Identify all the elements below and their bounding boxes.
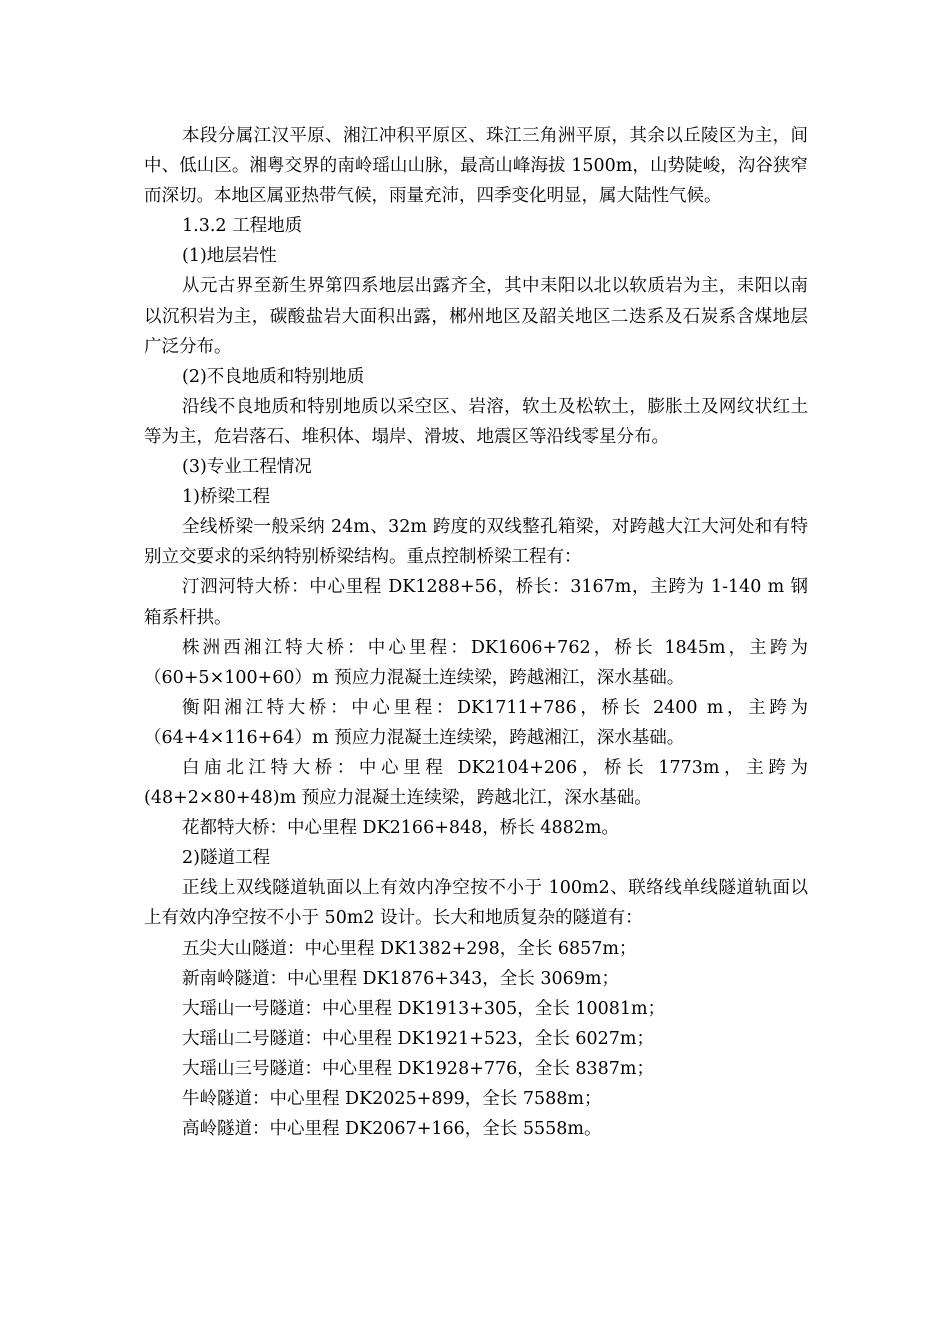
subheading-tunnel-works: 2)隧道工程 [182, 848, 270, 869]
paragraph-tunnel-general: 正线上双线隧道轨面以上有效内净空按不小于 100m2、联络线单线隧道轨面以上有效内净空按不小于 50m2 设计。长大和地质复杂的隧道有： [144, 878, 808, 929]
list-item-tunnel: 五尖大山隧道：中心里程 DK1382+298，全长 6857m； [182, 938, 637, 959]
list-item-tunnel: 牛岭隧道：中心里程 DK2025+899，全长 7588m； [182, 1089, 602, 1109]
list-item-bridge: 衡阳湘江特大桥：中心里程：DK1711+786，桥长 2400 m，主跨为（64+4×116+64）m 预应力混凝土连续梁，跨越湘江，深水基础。 [144, 697, 808, 748]
paragraph-terrain: 本段分属江汉平原、湘江冲积平原区、珠江三角洲平原，其余以丘陵区为主，间中、低山区。湘粤交界的南岭瑶山山脉，最高山峰海拔 1500m，山势陡峻，沟谷狭窄而深切。本地区属亚热带气候，雨量充沛，四季变化明显，属大陆性气候。 [144, 126, 808, 207]
list-item-tunnel: 高岭隧道：中心里程 DK2067+166，全长 5558m。 [182, 1119, 602, 1140]
list-item-bridge: 白庙北江特大桥：中心里程 DK2104+206，桥长 1773m，主跨为(48+2×80+48)m 预应力混凝土连续梁，跨越北江，深水基础。 [144, 757, 808, 809]
list-item-tunnel: 大瑶山一号隧道：中心里程 DK1913+305，全长 10081m； [182, 998, 666, 1019]
list-item-tunnel: 大瑶山三号隧道：中心里程 DK1928+776，全长 8387m； [182, 1058, 654, 1079]
paragraph-adverse-geology: 沿线不良地质和特别地质以采空区、岩溶，软土及松软土，膨胀土及网纹状红土等为主，危岩落石、堆积体、塌岸、滑坡、地震区等沿线零星分布。 [144, 396, 808, 447]
paragraph-bridge-general: 全线桥梁一般采纳 24m、32m 跨度的双线整孔箱梁，对跨越大江大河处和有特别立交要求的采纳特别桥梁结构。重点控制桥梁工程有： [144, 517, 808, 568]
subheading-bridge-works: 1)桥梁工程 [182, 487, 270, 508]
list-item-tunnel: 大瑶山二号隧道：中心里程 DK1921+523，全长 6027m； [182, 1028, 654, 1049]
list-item-bridge: 花都特大桥：中心里程 DK2166+848，桥长 4882m。 [182, 818, 619, 839]
subheading-engineering-conditions: (3)专业工程情况 [182, 457, 312, 478]
subheading-adverse-geology: (2)不良地质和特别地质 [182, 366, 365, 387]
subheading-stratum-lithology: (1)地层岩性 [182, 246, 277, 267]
document-body [144, 121, 808, 1144]
list-item-tunnel: 新南岭隧道：中心里程 DK1876+343，全长 3069m； [182, 968, 619, 989]
heading-engineering-geology: 1.3.2 工程地质 [182, 216, 303, 237]
list-item-bridge: 汀泗河特大桥：中心里程 DK1288+56，桥长：3167m，主跨为 1-140 m 钢箱系杆拱。 [144, 577, 808, 628]
list-item-bridge: 株洲西湘江特大桥：中心里程：DK1606+762，桥长 1845m，主跨为（60+5×100+60）m 预应力混凝土连续梁，跨越湘江，深水基础。 [144, 637, 808, 688]
paragraph-stratum: 从元古界至新生界第四系地层出露齐全，其中耒阳以北以软质岩为主，耒阳以南以沉积岩为主，碳酸盐岩大面积出露，郴州地区及韶关地区二迭系及石炭系含煤地层广泛分布。 [144, 276, 808, 357]
